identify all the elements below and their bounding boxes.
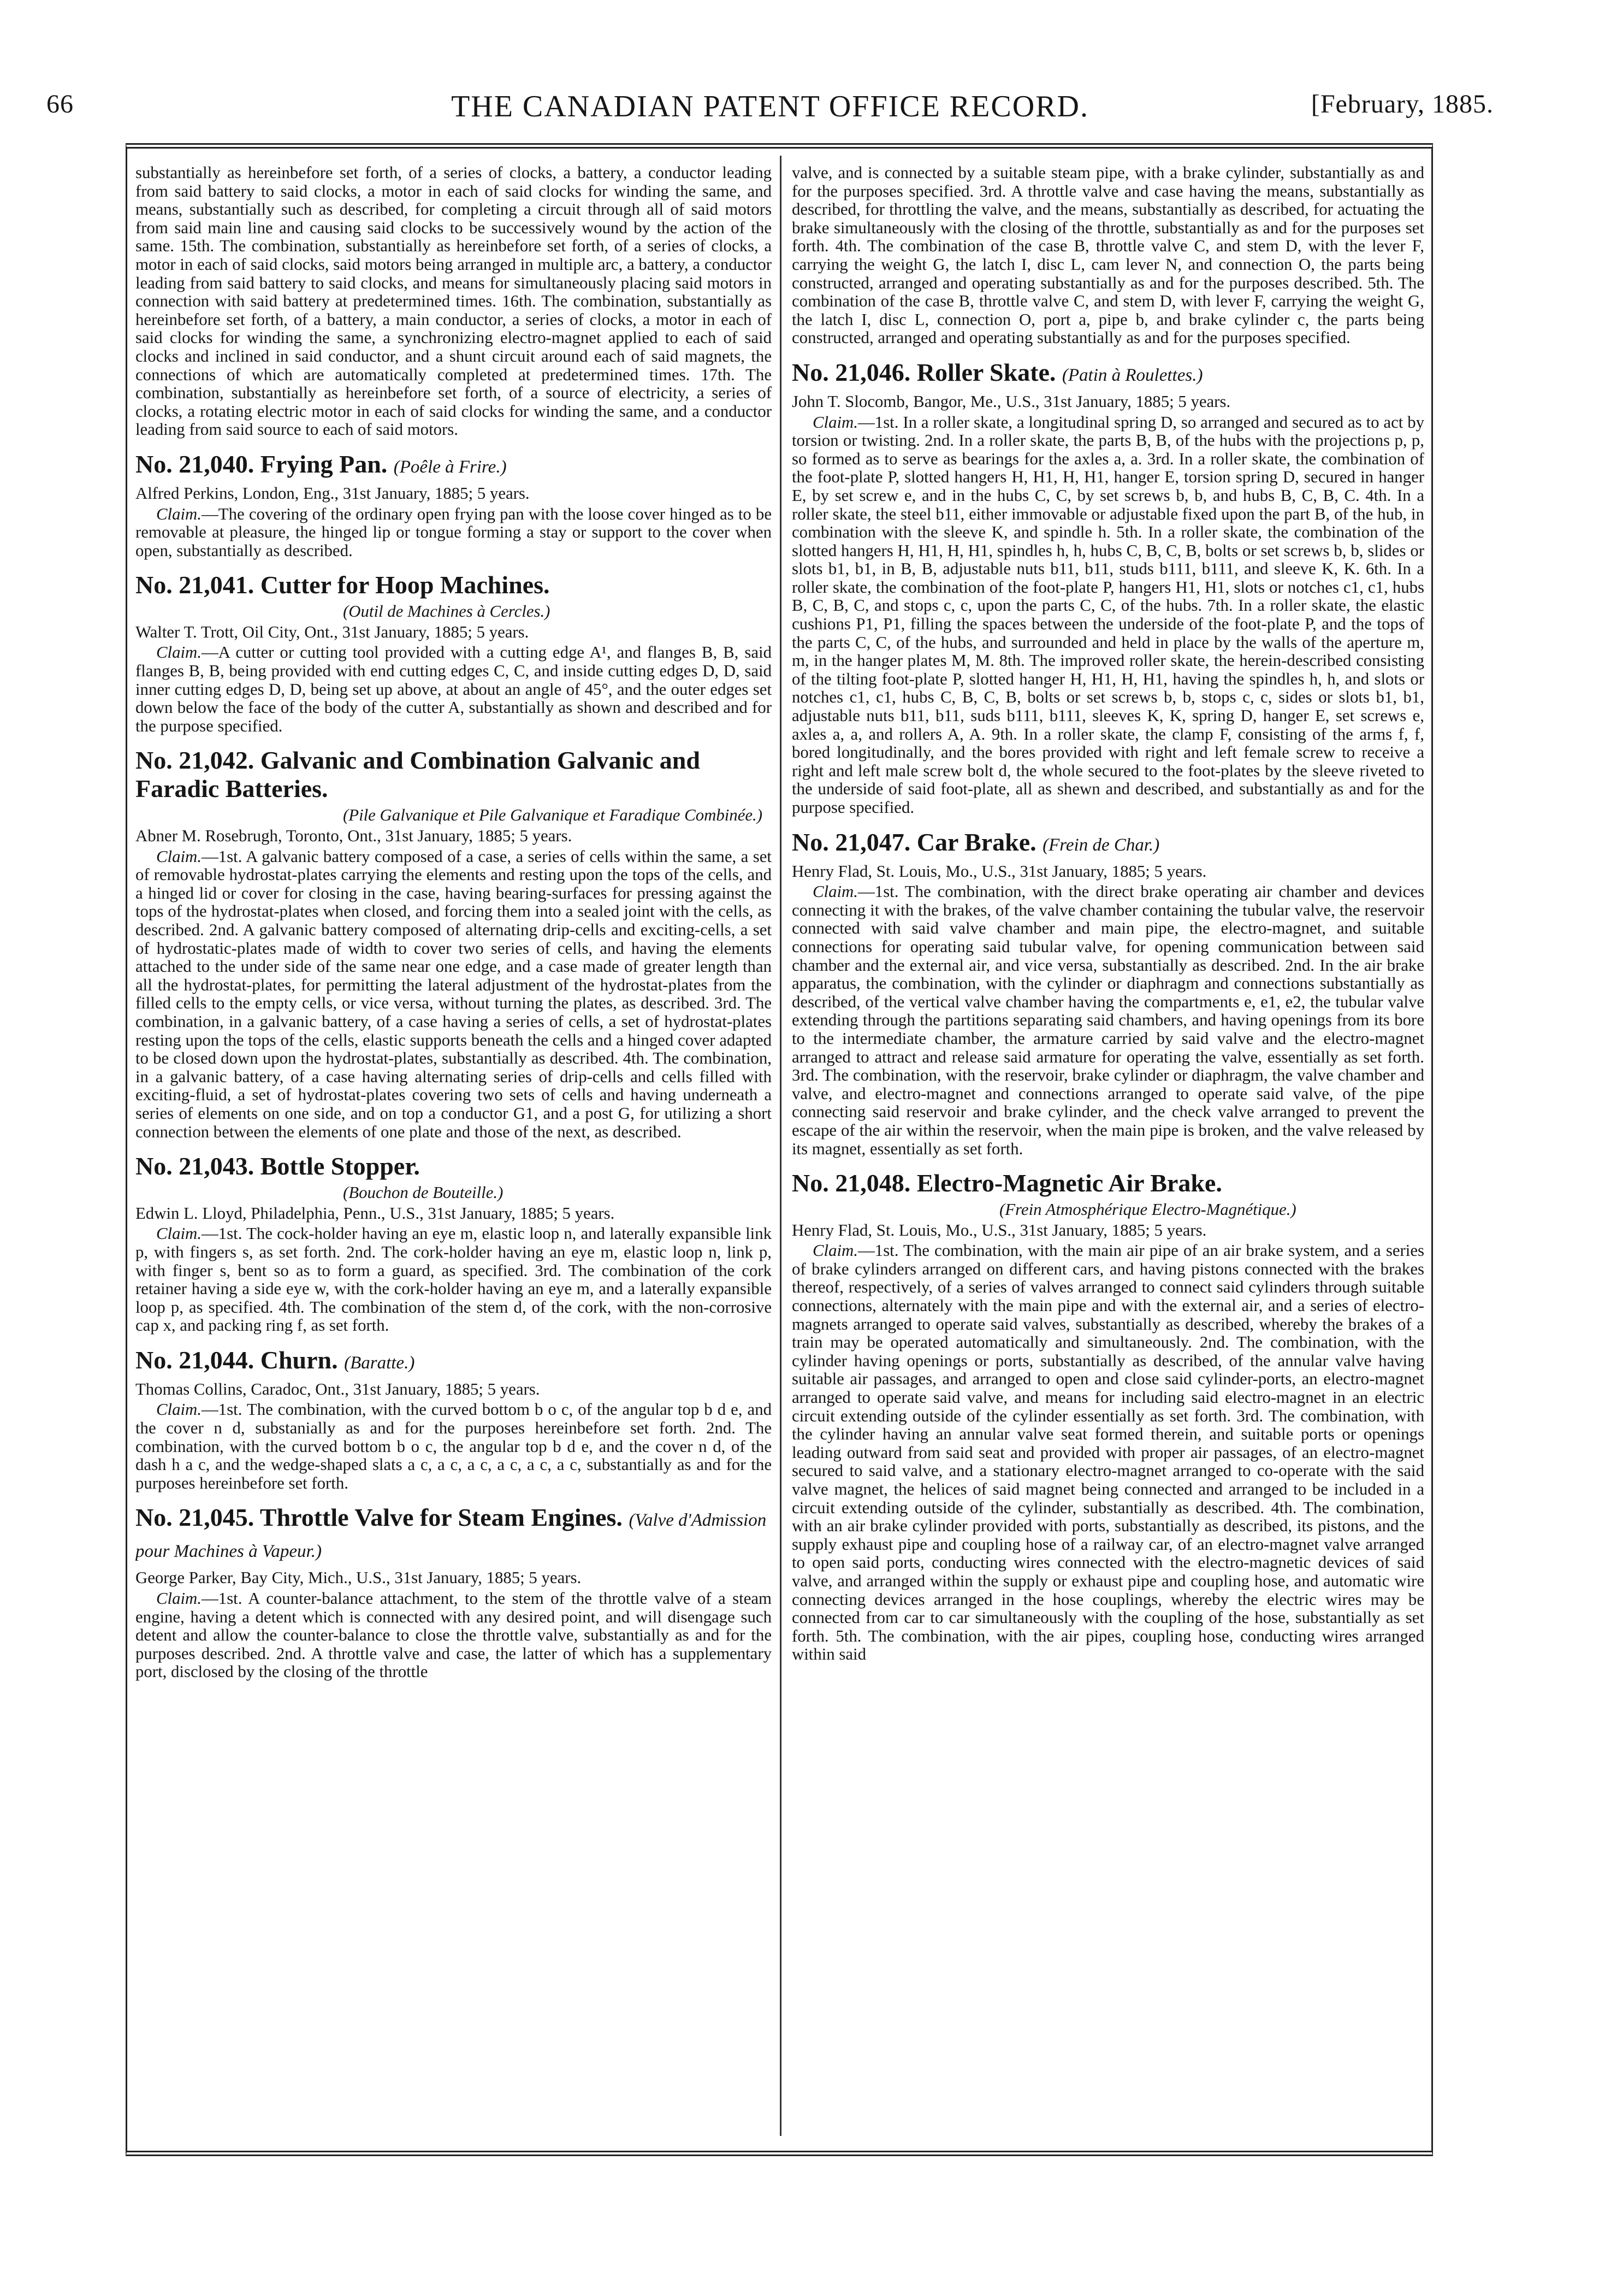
patent-inventor: Thomas Collins, Caradoc, Ont., 31st January, 1885; 5 years. [135, 1379, 540, 1398]
claim-text: —A cutter or cutting tool provided with a cutting edge A¹, and flanges B, B, said flanges B, B, being provided with end cutting edges C, C, and inside cutting edges D, D, said inner cutting edges D, D, being set up above, at about an angle of 45°, and the outer edges set down below the face of the body of the cutter A, substantially as shown and described and for the purpose specified. [135, 643, 772, 735]
claim-label: Claim. [813, 412, 858, 432]
patent-entry-21048 [792, 1169, 1424, 1664]
claim-label: Claim. [156, 847, 202, 866]
claim-label: Claim. [156, 1224, 202, 1243]
claim-label: Claim. [813, 1241, 858, 1260]
patent-inventor: Henry Flad, St. Louis, Mo., U.S., 31st January, 1885; 5 years. [792, 1220, 1207, 1240]
patent-french-title: (Bouchon de Bouteille.) [343, 1183, 504, 1202]
claim-text: —1st. The combination, with the main air pipe of an air brake system, and a series of brake cylinders arranged on different cars, and having pistons connected with the brakes thereof, respectively, of a series of valves arranged to connect said cylinders through suitable connections, alternately with the main pipe and with the external air, and a series of electro-magnets arranged to operate said valves, substantially as described, whereby the brakes of a train may be operated automatically and simultaneously. 2nd. The combination, with the cylinder having openings or ports, substantially as described, of the annular valve having suitable air passages, and arranged to open and close said cylinder-ports, an electro-magnet arranged to operate said valve, and means for including said electro-magnet in an electric circuit extending outside of the cylinder essentially as set forth. 3rd. The combination, with the cylinder having an annular valve seat formed therein, and suitable ports or openings leading outward from said seat and provided with proper air passages, of an electro-magnet secured to said valve, and a stationary electro-magnet arranged to co-operate with the said valve magnet, the helices of said magnet being connected and arranged to be included in a circuit extending outside of the cylinder, substantially as described. 4th. The combination, with an air brake cylinder provided with ports, substantially as described, its pistons, and the supply exhaust pipe and coupling hose of a railway car, of an electro-magnet valve arranged to open said ports, conducting wires connected with the electro-magnetic devices of said valve, and arranged within the supply or exhaust pipe and coupling hose, and automatic wire connecting devices arranged in the hose couplings, whereby the electric wires may be connected from car to car simultaneously with the coupling of the hose, substantially as set forth. 5th. The combination, with the air pipes, coupling hose, conducting wires arranged within said [792, 1241, 1424, 1664]
patent-entry-21046 [792, 358, 1424, 817]
claim-text: —1st. The cock-holder having an eye m, elastic loop n, and laterally expansible link p, with fingers s, as set forth. 2nd. The cork-holder having an eye m, elastic loop n, link p, with finger s, bent so as to form a guard, as specified. 3rd. The combination of the cork retainer having a side eye w, with the cork-holder having an eye m, and a laterally expansible loop p, as specified. 4th. The combination of the stem d, of the cork, with the non-corrosive cap x, and packing ring f, as set forth. [135, 1224, 772, 1335]
patent-entry-21044 [135, 1346, 772, 1493]
patent-inventor: George Parker, Bay City, Mich., U.S., 31st January, 1885; 5 years. [135, 1568, 582, 1587]
patent-inventor: Alfred Perkins, London, Eng., 31st January, 1885; 5 years. [135, 483, 530, 503]
claim-text: —1st. A counter-balance attachment, to the stem of the throttle valve of a steam engine, having a detent which is connected with any desired point, and will disengage such detent and allow the counter-balance to close the throttle valve, substantially as and for the purposes described. 2nd. A throttle valve and case, the latter of which has a supplementary port, disclosed by the closing of the throttle [135, 1589, 772, 1681]
right-column [792, 164, 1424, 2130]
patent-inventor: Edwin L. Lloyd, Philadelphia, Penn., U.S., 31st January, 1885; 5 years. [135, 1203, 615, 1223]
claim-label: Claim. [813, 882, 858, 901]
patent-title: No. 21,044. Churn. [135, 1345, 338, 1374]
patent-title: No. 21,042. Galvanic and Combination Galvanic and Faradic Batteries. [135, 746, 700, 803]
claim-label: Claim. [156, 1589, 202, 1608]
patent-claim [135, 1225, 772, 1335]
left-column [135, 164, 772, 2130]
patent-inventor: Henry Flad, St. Louis, Mo., U.S., 31st January, 1885; 5 years. [792, 861, 1207, 881]
patent-title: No. 21,045. Throttle Valve for Steam Engines. [135, 1503, 623, 1532]
patent-inventor: Walter T. Trott, Oil City, Ont., 31st January, 1885; 5 years. [135, 622, 529, 641]
patent-french-title: (Outil de Machines à Cercles.) [343, 602, 550, 621]
claim-label: Claim. [156, 1400, 202, 1419]
patent-french-title: (Pile Galvanique et Pile Galvanique et Faradique Combinée.) [343, 806, 762, 825]
continued-claim-text: substantially as hereinbefore set forth, of a series of clocks, a battery, a conductor leading from said battery to said clocks, a motor in each of said clocks for winding the same, and means, substantially such as described, for completing a circuit through all of said motors from said main line and causing said clocks to be successively wound by the action of the same. 15th. The combination, substantially as hereinbefore set forth, of a series of clocks, a motor in each of said clocks, said motors being arranged in multiple arc, a battery, a conductor leading from said battery to said clocks, and means for simultaneously placing said motors in connection with said battery at predetermined times. 16th. The combination, substantially as hereinbefore set forth, of a battery, a main conductor, a series of clocks, a motor in each of said clocks for winding the same, a synchronizing electro-magnet applied to each of said clocks and inclined in said conductor, and a shunt circuit around each of said magnets, the connections of which are automatically completed at predetermined times. 17th. The combination, substantially as hereinbefore set forth, of a source of electricity, a series of clocks, a rotating electric motor in each of said clocks for winding the same, and a conductor leading from said source to each of said motors. [135, 164, 772, 439]
patent-claim [135, 644, 772, 735]
patent-claim [792, 883, 1424, 1158]
patent-heading [792, 358, 1424, 389]
patent-heading [135, 1503, 772, 1566]
patent-entry-21040 [135, 450, 772, 560]
patent-entry-21045 [135, 1503, 772, 1681]
patent-title: No. 21,048. Electro-Magnetic Air Brake. [792, 1169, 1222, 1197]
publication-title: THE CANADIAN PATENT OFFICE RECORD. [451, 90, 1089, 123]
patent-french-title: (Patin à Roulettes.) [1062, 365, 1203, 385]
patent-french-title: (Baratte.) [344, 1353, 415, 1373]
patent-french-title: (Frein de Char.) [1043, 835, 1160, 855]
patent-claim [135, 1590, 772, 1681]
patent-inventor: Abner M. Rosebrugh, Toronto, Ont., 31st January, 1885; 5 years. [135, 827, 572, 846]
claim-label: Claim. [156, 504, 202, 523]
patent-french-title: (Valve d'Admission pour Machines à Vapeur.) [135, 1510, 767, 1562]
patent-title: No. 21,040. Frying Pan. [135, 450, 388, 478]
patent-claim [792, 1242, 1424, 1664]
patent-title: No. 21,041. Cutter for Hoop Machines. [135, 571, 550, 599]
patent-entry-21043 [135, 1152, 772, 1335]
claim-text: —1st. In a roller skate, a longitudinal spring D, so arranged and secured as to act by torsion or twisting. 2nd. In a roller skate, the parts B, B, of the hubs with the projections p, p, so formed as to serve as bearings for the axles a, a. 3rd. In a roller skate, the combination of the foot-plate P, slotted hangers H, H1, H, H1, hanger E, torsion spring D, secured in hanger E, by set screw e, and in the hubs C, C, by set screws b, b, and hubs B, C, B, C. 4th. In a roller skate, the steel b11, either immovable or adjustable fixed upon the part B, of the hub, in combination with the sleeve K, and spindle h. 5th. In a roller skate, the combination of the slotted hangers H, H1, H, H1, spindles h, h, hubs C, B, C, B, bolts or set screws b, b, slides or slots b1, b1, in B, B, adjustable nuts b11, b11, studs b111, b111, and sleeve K, K. 6th. In a roller skate, the combination of the foot-plate P, hangers H1, H1, slots or notches c1, c1, hubs B, C, B, C, and stops c, c, upon the parts C, C, of the hubs. 7th. In a roller skate, the elastic cushions P1, P1, filling the spaces between the underside of the foot-plate P, and the tops of the parts C, C, of the hubs, and surrounded and held in place by the walls of the aperture m, m, in the hanger plates M, M. 8th. The improved roller skate, the herein-described consisting of the tilting foot-plate P, slotted hanger H, H1, H, H1, having the spindles h, h, and slots or notches c1, c1, hubs C, B, C, B, bolts or set screws b, b, stops c, c, sides or slots b1, b1, adjustable nuts b11, b11, suds b111, b111, sleeves K, K, spring D, hanger E, set screws e, axles a, a, and rollers A, A. 9th. In a roller skate, the clamp F, consisting of the arms f, f, bored longitudinally, and the bores provided with right and left female screw to receive a right and left male screw bolt d, the whole secured to the foot-plates by the sleeve riveted to the underside of said foot-plate, all as shewn and described, and substantially as and for the purpose specified. [792, 412, 1424, 817]
running-head [46, 74, 1494, 123]
patent-entry-21042 [135, 746, 772, 1141]
page-number: 66 [46, 90, 74, 119]
patent-title: No. 21,043. Bottle Stopper. [135, 1152, 420, 1181]
claim-text: —1st. The combination, with the direct brake operating air chamber and devices connecting it with the brakes, of the valve chamber containing the tubular valve, the reservoir connected with said valve chamber and main pipe, the electro-magnet, and suitable connections for operating said tubular valve, for opening communication between said chamber and the external air, and vice versa, substantially as described. 2nd. In the air brake apparatus, the combination, with the cylinder or diaphragm and connections substantially as described, of the vertical valve chamber having the compartments e, e1, e2, the tubular valve extending through the partitions separating said chambers, and having openings from its bore to the intermediate chamber, the armature carried by said valve and the electro-magnet arranged to attract and release said armature for operating the valve, essentially as set forth. 3rd. The combination, with the reservoir, brake cylinder or diaphragm, the valve chamber and valve, and electro-magnet and connections arranged to operate said valve, of the pipe connecting said reservoir and brake cylinder, and the check valve arranged to prevent the escape of the air within the reservoir, when the main pipe is broken, and the valve released by its magnet, essentially as set forth. [792, 882, 1424, 1158]
patent-claim [135, 848, 772, 1142]
claim-label: Claim. [156, 643, 202, 662]
patent-claim [135, 505, 772, 560]
continued-claim-text: valve, and is connected by a suitable steam pipe, with a brake cylinder, substantially as and for the purposes specified. 3rd. A throttle valve and case having the means, substantially as described, for throttling the valve, and the means, substantially as described, for actuating the brake simultaneously with the closing of the throttle, substantially as and for the purposes set forth. 4th. The combination of the case B, throttle valve C, and stem D, with the lever F, carrying the weight G, the latch I, disc L, cam lever N, and connection O, the parts being constructed, arranged and operating substantially as and for the purposes described. 5th. The combination of the case B, throttle valve C, and stem D, with lever F, carrying the weight G, the latch I, disc L, connection O, port a, pipe b, and brake cylinder c, the parts being constructed, arranged and operating substantially as and for the purposes specified. [792, 164, 1424, 347]
patent-french-title: (Poêle à Frire.) [393, 457, 507, 477]
patent-claim [135, 1401, 772, 1492]
column-rule [780, 156, 781, 2136]
patent-inventor: John T. Slocomb, Bangor, Me., U.S., 31st January, 1885; 5 years. [792, 392, 1231, 411]
patent-title: No. 21,046. Roller Skate. [792, 358, 1056, 386]
patent-french-title: (Frein Atmosphérique Electro-Magnétique.) [999, 1200, 1296, 1219]
patent-claim [792, 414, 1424, 817]
patent-heading [135, 450, 772, 481]
patent-title: No. 21,047. Car Brake. [792, 828, 1037, 856]
issue-date: [February, 1885. [1311, 90, 1494, 119]
claim-text: —The covering of the ordinary open frying pan with the loose cover hinged as to be removable at pleasure, the hinged lip or tongue forming a stay or support to the cover when open, substantially as described. [135, 504, 772, 560]
claim-text: —1st. The combination, with the curved bottom b o c, of the angular top b d e, and the cover n d, substanially as and for the purposes hereinbefore set forth. 2nd. The combination, with the curved bottom b o c, the angular top b d e, and the cover n d, of the dash h a c, and the wedge-shaped slats a c, a c, a c, a c, a c, a c, substantially as and for the purposes hereinbefore set forth. [135, 1400, 772, 1492]
patent-heading [792, 828, 1424, 859]
patent-heading [135, 1346, 772, 1377]
patent-entry-21047 [792, 828, 1424, 1159]
claim-text: —1st. A galvanic battery composed of a case, a series of cells within the same, a set of removable hydrostat-plates carrying the elements and resting upon the tops of the cells, and a hinged lid or cover for closing in the case, having bearing-surfaces for pressing against the tops of the hydrostat-plates when closed, and forcing them into a sealed joint with the cells, as described. 2nd. A galvanic battery composed of alternating drip-cells and exciting-cells, a set of hydrostatic-plates made of width to cover two series of cells, and having the elements attached to the under side of the same near one edge, and a case made of greater length than all the hydrostat-plates, for permitting the lateral adjustment of the hydrostat-plates from the filled cells to the empty cells, or vice versa, without turning the plates, as described. 3rd. The combination, in a galvanic battery, of a case having a series of cells, a set of hydrostat-plates resting upon the tops of the cells, elastic supports beneath the cells and a hinged cover adapted to be closed down upon the hydrostat-plates, substantially as described. 4th. The combination, in a galvanic battery, of a case having alternating series of drip-cells and cells filled with exciting-fluid, a set of hydrostat-plates covering two sets of cells and having underneath a series of elements on one side, and on top a conductor G1, and a post G, for utilizing a short connection between the elements of one plate and those of the next, as described. [135, 847, 772, 1141]
patent-entry-21041 [135, 571, 772, 735]
